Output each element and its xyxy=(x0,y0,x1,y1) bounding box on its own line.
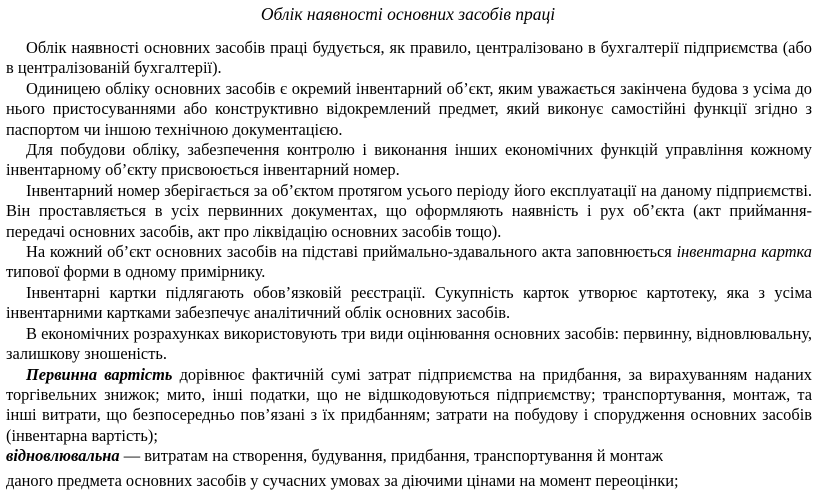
paragraph-5 xyxy=(6,242,812,283)
inventory-card-term: інвентарна картка xyxy=(676,242,812,262)
paragraph-9 xyxy=(6,446,812,466)
paragraph-9-text: — витратам на створення, будування, придбання, транспортування й монтаж xyxy=(119,446,663,466)
paragraph-7: В економічних розрахунках використовують три види оцінювання основних засобів: первинну, відновлювальну, залишкову зношеність. xyxy=(6,323,812,364)
paragraph-10: даного предмета основних засобів у сучасних умовах за діючими цінами на момент переоцінки; xyxy=(6,470,679,490)
paragraph-1: Облік наявності основних засобів праці будується, як правило, централізовано в бухгалтерії підприємства (або в централізованій бухгалтерії). xyxy=(6,38,812,78)
initial-cost-term: Первинна вартість xyxy=(26,364,173,384)
replacement-cost-term: відновлювальна xyxy=(6,446,120,466)
paragraph-4: Інвентарний номер зберігається за об’єктом протягом усього періоду його експлуатації на даному підприємстві. Він проставляється в усіх первинних документах, що оформляють наявність і рух об’єкта (акт приймання-передачі основних засобів, акт про ліквідацію основних засобів тощо). xyxy=(6,180,812,241)
document-body xyxy=(6,38,812,491)
document-title: Облік наявності основних засобів праці xyxy=(260,4,556,24)
paragraph-8-text: дорівнює фактичній сумі затрат підприємства на придбання, за вирахуванням наданих торгівельних знижок; мито, інші податки, що не відшкодовуються підприємству; транспортування, монтаж, та інші витрати, що безпосередньо пов’язані з їх придбанням; затрати на побудову і спорудження основних засобів (інвентарна вартість); xyxy=(6,364,812,445)
paragraph-2: Одиницею обліку основних засобів є окремий інвентарний об’єкт, яким уважається закінчена будова з усіма до нього пристосуваннями або конструктивно відокремлений предмет, який виконує самостійні функції згідно з паспортом чи іншою технічною документацією. xyxy=(6,78,812,139)
paragraph-8 xyxy=(6,365,812,447)
paragraph-5-after: типової форми в одному примірнику. xyxy=(6,262,266,282)
paragraph-6: Інвентарні картки підлягають обов’язковій реєстрації. Сукупність карток утворює картотеку, яка з усіма інвентарними картками забезпечує аналітичний облік основних засобів. xyxy=(6,282,812,323)
paragraph-5-before: На кожний об’єкт основних засобів на підставі приймально-здавального акта заповнюється xyxy=(26,242,677,262)
paragraph-3: Для побудови обліку, забезпечення контролю і виконання інших економічних функцій управління кожному інвентарному об’єкту присвоюється інвентарний номер. xyxy=(6,140,812,180)
